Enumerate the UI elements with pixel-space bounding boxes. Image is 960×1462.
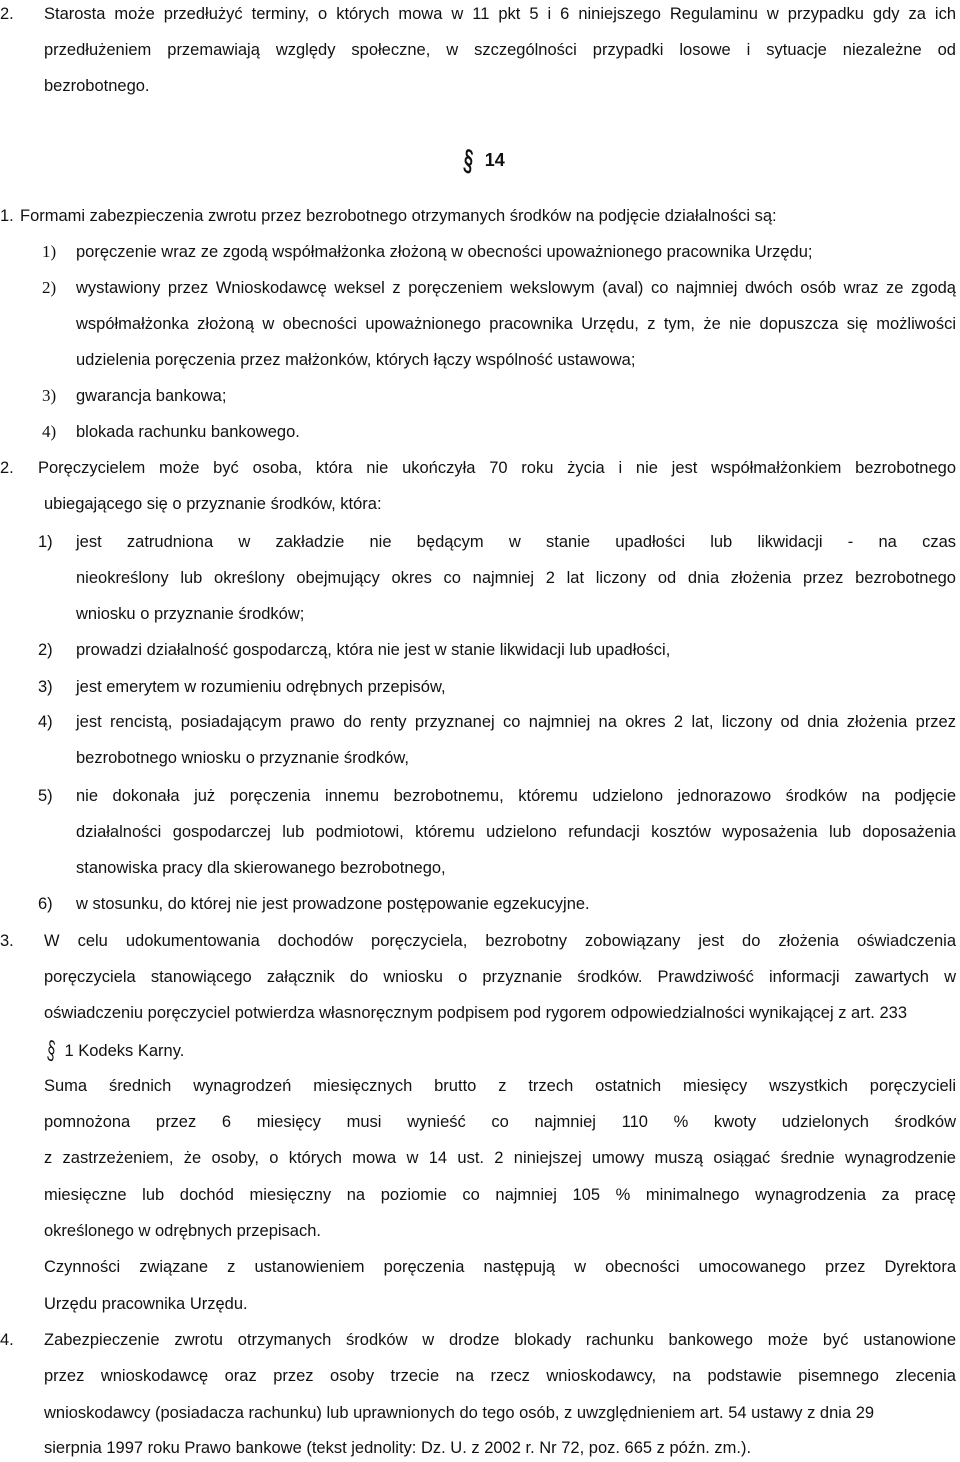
list-number: 6)	[38, 895, 53, 913]
section-symbol: §	[462, 142, 475, 179]
section-symbol: §	[45, 1033, 57, 1067]
paragraph-line: z zastrzeżeniem, że osoby, o których mowa w 14 ust. 2 niniejszej umowy muszą osiągać średnie wynagrodzenie	[44, 1149, 956, 1167]
paragraph-line: przedłużeniem przemawiają względy społeczne, w szczególności przypadki losowe i sytuacje niezależne od	[44, 41, 956, 59]
list-item: poręczenie wraz ze zgodą współmałżonka złożoną w obecności upoważnionego pracownika Urzędu;	[76, 243, 813, 261]
paragraph-line: przez wnioskodawcę oraz przez osoby trzecie na rzecz wnioskodawcy, na podstawie pisemnego zlecenia	[44, 1367, 956, 1385]
paragraph-line: Zabezpieczenie zwrotu otrzymanych środków w drodze blokady rachunku bankowego może być ustanowione	[44, 1331, 956, 1349]
list-item: jest emerytem w rozumieniu odrębnych przepisów,	[76, 678, 446, 696]
item-number: 2.	[0, 459, 14, 477]
paragraph-line: Czynności związane z ustanowieniem poręczenia następują w obecności umocowanego przez Dyrektora	[44, 1258, 956, 1276]
list-item: działalności gospodarczej lub podmiotowi, któremu udzielono refundacji kosztów wyposażenia lub doposażenia	[76, 823, 956, 841]
paragraph-line: W celu udokumentowania dochodów poręczyciela, bezrobotny zobowiązany jest do złożenia oświadczenia	[44, 932, 956, 950]
list-number: 2)	[42, 278, 57, 297]
list-number: 4)	[38, 713, 53, 731]
paragraph-text: 1 Kodeks Karny.	[64, 1042, 185, 1060]
list-item: wystawiony przez Wnioskodawcę weksel z poręczeniem wekslowym (aval) co najmniej dwóch osób wraz ze zgodą	[76, 279, 956, 297]
paragraph-line: oświadczeniu poręczyciel potwierdza własnoręcznym podpisem pod rygorem odpowiedzialności wynikającej z art. 233	[44, 1004, 908, 1022]
list-number: 4)	[42, 422, 57, 441]
item-number: 1.	[0, 207, 14, 225]
list-number: 1)	[42, 242, 57, 261]
list-number: 2)	[38, 641, 53, 659]
list-item: wniosku o przyznanie środków;	[76, 605, 305, 623]
section-heading	[460, 142, 505, 179]
list-item: blokada rachunku bankowego.	[76, 423, 300, 441]
section-number: 14	[484, 150, 505, 170]
paragraph-line: Urzędu pracownika Urzędu.	[44, 1295, 248, 1313]
paragraph-line: poręczyciela stanowiącego załącznik do wniosku o przyznanie środków. Prawdziwość informacji zawartych w	[44, 968, 956, 986]
list-item: jest zatrudniona w zakładzie nie będącym w stanie upadłości lub likwidacji - na czas	[76, 533, 956, 551]
paragraph-line: Suma średnich wynagrodzeń miesięcznych brutto z trzech ostatnich miesięcy wszystkich poręczycieli	[44, 1077, 956, 1095]
list-item: współmałżonka złożoną w obecności upoważnionego pracownika Urzędu, z tym, że nie dopuszcza się możliwości	[76, 315, 956, 333]
list-item: w stosunku, do której nie jest prowadzone postępowanie egzekucyjne.	[76, 895, 590, 913]
list-item: nie dokonała już poręczenia innemu bezrobotnemu, któremu udzielono jednorazowo środków na podjęcie	[76, 787, 956, 805]
list-item: gwarancja bankowa;	[76, 387, 227, 405]
list-item: jest rencistą, posiadającym prawo do renty przyznanej co najmniej na okres 2 lat, liczony od dnia złożenia przez	[76, 713, 956, 731]
section-1-intro: Formami zabezpieczenia zwrotu przez bezrobotnego otrzymanych środków na podjęcie działalności są:	[20, 207, 777, 225]
paragraph-line: miesięczne lub dochód miesięczny na poziomie co najmniej 105 % minimalnego wynagrodzenia za pracę	[44, 1186, 956, 1204]
paragraph-line: Starosta może przedłużyć terminy, o których mowa w 11 pkt 5 i 6 niniejszego Regulaminu w przypadku gdy za ich	[44, 5, 956, 23]
paragraph-line: ubiegającego się o przyznanie środków, która:	[44, 495, 382, 513]
list-number: 3)	[42, 386, 57, 405]
paragraph-line	[44, 1033, 185, 1067]
list-number: 1)	[38, 533, 53, 551]
list-item: stanowiska pracy dla skierowanego bezrobotnego,	[76, 859, 446, 877]
paragraph-line: określonego w odrębnych przepisach.	[44, 1222, 321, 1240]
list-number: 5)	[38, 787, 53, 805]
paragraph-number: 2.	[0, 5, 14, 23]
list-item: udzielenia poręczenia przez małżonków, których łączy wspólność ustawowa;	[76, 351, 636, 369]
item-number: 4.	[0, 1331, 14, 1349]
paragraph-line: bezrobotnego.	[44, 77, 150, 95]
item-number: 3.	[0, 932, 14, 950]
list-item: bezrobotnego wniosku o przyznanie środków,	[76, 749, 409, 767]
list-number: 3)	[38, 678, 53, 696]
paragraph-line: pomnożona przez 6 miesięcy musi wynieść co najmniej 110 % kwoty udzielonych środków	[44, 1113, 956, 1131]
list-item: prowadzi działalność gospodarczą, która nie jest w stanie likwidacji lub upadłości,	[76, 641, 671, 659]
list-item: nieokreślony lub określony obejmujący okres co najmniej 2 lat liczony od dnia złożenia przez bezrobotnego	[76, 569, 956, 587]
paragraph-line: sierpnia 1997 roku Prawo bankowe (tekst jednolity: Dz. U. z 2002 r. Nr 72, poz. 665 z późn. zm.).	[44, 1439, 752, 1457]
paragraph-line: Poręczycielem może być osoba, która nie ukończyła 70 roku życia i nie jest współmałżonkiem bezrobotnego	[38, 459, 956, 477]
paragraph-line: wnioskodawcy (posiadacza rachunku) lub uprawnionych do tego osób, z uwzględnieniem art. 54 ustawy z dnia 29	[44, 1404, 875, 1422]
